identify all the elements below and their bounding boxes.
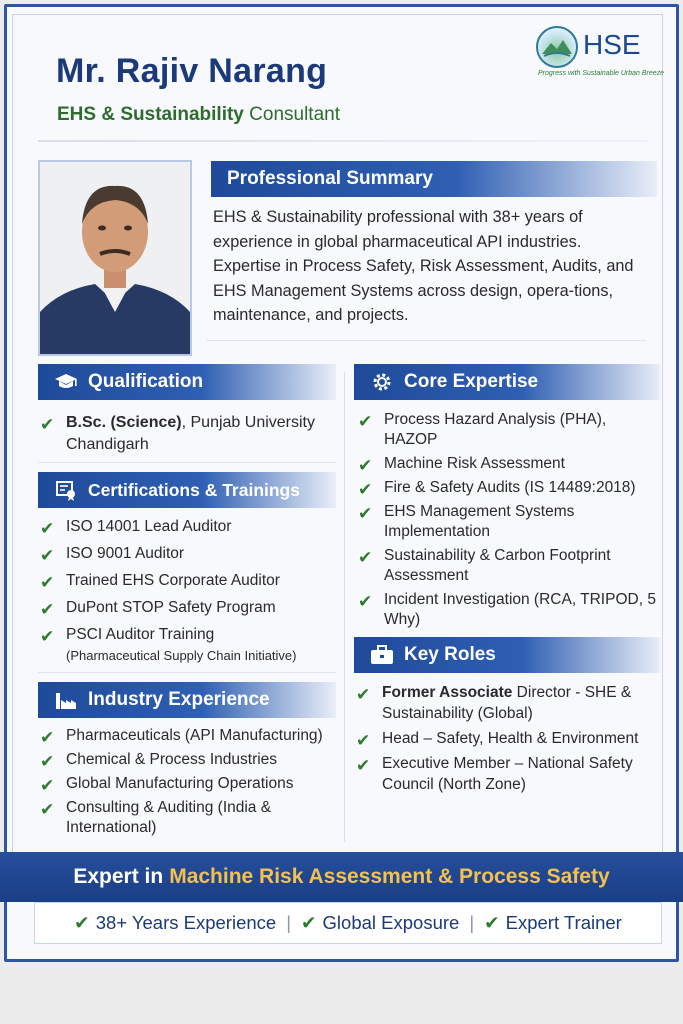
list-item [40,597,336,618]
header-divider [38,140,648,142]
core-text: Machine Risk Assessment [384,455,565,472]
list-item [358,502,658,542]
expert-banner [0,852,683,902]
certifications-list [40,516,336,666]
briefcase-icon [370,643,394,667]
check-icon: ✔ [40,600,55,619]
industry-text: Chemical & Process Industries [66,751,278,768]
check-icon: ✔ [356,685,371,704]
check-icon: ✔ [358,504,373,523]
footer-strip [34,902,662,944]
list-item [40,543,336,564]
person-role [57,104,340,126]
qualification-title: Qualification [88,371,204,392]
list-item [40,624,336,666]
check-icon: ✔ [74,912,90,933]
logo-mark-icon [536,26,578,68]
core-text: Sustainability & Carbon Footprint Assessment [384,547,611,584]
logo-text: HSE [583,29,641,60]
footer-item [484,912,622,934]
footer-separator: | [286,912,292,933]
list-item [40,726,336,746]
industry-title: Industry Experience [88,689,270,710]
core-text: Fire & Safety Audits (IS 14489:2018) [384,479,636,496]
list-item [40,774,336,794]
check-icon: ✔ [484,912,500,933]
logo-tagline: Progress with Sustainable Urban Breeze [538,70,665,77]
cert-text: DuPont STOP Safety Program [66,599,276,616]
list-item [40,570,336,591]
cert-text: ISO 9001 Auditor [66,545,185,562]
divider [38,672,336,673]
certificate-icon [54,478,78,502]
gear-icon [370,370,394,394]
check-icon: ✔ [356,756,371,775]
certifications-title: Certifications & Trainings [88,479,300,500]
roles-list [356,682,660,795]
list-item [40,516,336,537]
factory-icon [54,688,78,712]
list-item [40,412,336,456]
industry-text: Global Manufacturing Operations [66,775,294,792]
check-icon: ✔ [40,573,55,592]
role-text: Head – Safety, Health & Environment [382,730,639,747]
check-icon: ✔ [40,752,55,771]
roles-title: Key Roles [404,644,496,665]
footer-text: Global Exposure [322,912,460,933]
check-icon: ✔ [358,412,373,431]
role-bold: Former Associate [382,684,513,701]
list-item [358,410,658,450]
qualification-institute: , Punjab University Chandigarh [66,414,315,453]
check-icon: ✔ [356,731,371,750]
check-icon: ✔ [40,415,55,434]
person-name: Mr. Rajiv Narang [56,52,328,90]
check-icon: ✔ [358,548,373,567]
summary-divider [206,340,646,341]
cert-text: ISO 14001 Lead Auditor [66,518,232,535]
cert-text: Trained EHS Corporate Auditor [66,572,280,589]
banner-lead: Expert in [73,865,164,888]
graduation-cap-icon [54,370,78,394]
qualification-header [38,364,336,400]
industry-text: Consulting & Auditing (India & International) [66,799,272,836]
check-icon: ✔ [358,456,373,475]
check-icon: ✔ [40,627,55,646]
list-item [40,798,336,838]
summary-text: EHS & Sustainability professional with 38+ years of experience in global pharmaceutical API industries. Expertise in Process Safety, Risk Assessment, Audits, and EHS Management Systems across design, opera-tions, maintenance, and projects. [213,208,634,324]
core-list [358,410,658,630]
industry-list [40,726,336,838]
role-text: Director - SHE & Sustainability (Global) [382,684,632,722]
cert-text: PSCI Auditor Training [66,626,215,643]
footer-item [301,912,459,934]
list-item [358,590,658,630]
certifications-header [38,472,336,508]
check-icon: ✔ [358,592,373,611]
role-text: Executive Member – National Safety Council (North Zone) [382,755,633,793]
industry-header [38,682,336,718]
check-icon: ✔ [40,728,55,747]
core-header [354,364,660,400]
summary-title: Professional Summary [227,168,433,189]
hse-logo [536,26,665,82]
banner-highlight: Machine Risk Assessment & Process Safety [169,865,610,888]
role-bold: EHS & Sustainability [57,104,244,125]
check-icon: ✔ [40,800,55,819]
list-item [356,728,660,749]
qualification-list [40,412,336,456]
footer-item [74,912,276,934]
core-title: Core Expertise [404,371,539,392]
core-text: Incident Investigation (RCA, TRIPOD, 5 Why) [384,591,656,628]
core-text: Process Hazard Analysis (PHA), HAZOP [384,411,607,448]
list-item [358,546,658,586]
column-divider [344,372,345,842]
check-icon: ✔ [40,519,55,538]
footer-text: Expert Trainer [505,912,622,933]
list-item [356,753,660,795]
summary-header [211,161,657,197]
qualification-degree: B.Sc. (Science) [66,414,182,431]
core-text: EHS Management Systems Implementation [384,503,575,540]
roles-header [354,637,660,673]
list-item [358,454,658,474]
portrait-photo [38,160,192,356]
check-icon: ✔ [358,480,373,499]
check-icon: ✔ [40,776,55,795]
industry-text: Pharmaceuticals (API Manufacturing) [66,727,323,744]
cert-subtext: (Pharmaceutical Supply Chain Initiative) [66,648,297,663]
list-item [358,478,658,498]
list-item [356,682,660,724]
role-rest: Consultant [243,104,340,125]
list-item [40,750,336,770]
divider [38,462,336,463]
footer-separator: | [469,912,475,933]
check-icon: ✔ [40,546,55,565]
check-icon: ✔ [301,912,317,933]
footer-text: 38+ Years Experience [95,912,277,933]
